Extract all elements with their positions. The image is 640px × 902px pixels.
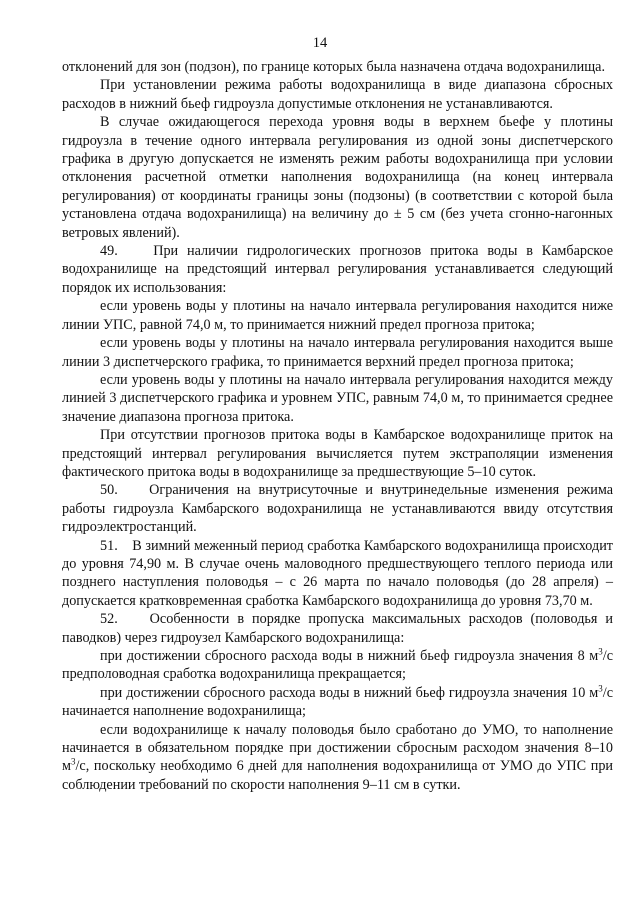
- document-body: [62, 58, 613, 794]
- paragraph-item-52: 52. Особенности в порядке пропуска максимальных расходов (половодья и паводков) через гидроузел Камбарского водохранилища:: [62, 611, 613, 646]
- rule-text-before: при достижении сбросного расхода воды в нижний бьеф гидроузла значения 8 м: [100, 648, 599, 664]
- rule-text-after: /с начинается наполнение водохранилища;: [62, 684, 613, 720]
- paragraph-range-regime: При установлении режима работы водохранилища в виде диапазона сбросных расходов в нижний бьеф гидроузла допустимые отклонения не устанавливаются.: [62, 77, 613, 112]
- paragraph-zone-transition: В случае ожидающегося перехода уровня воды в верхнем бьефе у плотины гидроузла в течение одного интервала регулирования из одной зоны диспетчерского графика в другую допускается не изменять режим работы водохранилища при условии отклонения расчетной отметки наполнения водохранилища (на конец интервала регулирования) от координаты границы зоны (подзоны) (в соответствии с которой была установлена отдача водохранилища) на величину до ± 5 см (без учета сгонно-нагонных ветровых явлений).: [62, 114, 613, 241]
- paragraph-continuation: отклонений для зон (подзон), по границе которых была назначена отдача водохранилища.: [62, 59, 606, 75]
- paragraph-rule-8-m3s: [62, 647, 613, 684]
- paragraph-item-49: 49. При наличии гидрологических прогнозов притока воды в Камбарское водохранилище на предстоящий интервал регулирования устанавливается следующий порядок их использования:: [62, 243, 613, 296]
- paragraph-item-51: 51. В зимний меженный период сработка Камбарского водохранилища происходит до уровня 74,90 м. В случае очень маловодного предшествующего теплого периода или позднего наступления половодья – с 26 марта по начало половодья (до 28 апреля) – допускается кратковременная сработка Камбарского водохранилища до уровня 73,70 м.: [62, 537, 613, 609]
- rule-text-after: /с, поскольку необходимо 6 дней для наполнения водохранилища от УМО до УПС при соблюдении требований по скорости наполнения 9–11 см в сутки.: [62, 758, 613, 793]
- paragraph-rule-umo: [62, 721, 613, 795]
- superscript-cubic: 3: [598, 683, 603, 694]
- paragraph-above-line-3: если уровень воды у плотины на начало интервала регулирования находится выше линии 3 диспетчерского графика, то принимается верхний предел прогноза притока;: [62, 335, 613, 370]
- page-number: 14: [312, 35, 328, 51]
- paragraph-item-50: 50. Ограничения на внутрисуточные и внутринедельные изменения режима работы гидроузла Камбарского водохранилища не устанавливаются ввиду отсутствия гидроэлектростанций.: [62, 482, 613, 536]
- paragraph-rule-10-m3s: [62, 684, 613, 721]
- paragraph-between-lines: если уровень воды у плотины на начало интервала регулирования находится между линией 3 диспетчерского графика и уровнем УПС, равным 74,0 м, то принимается среднее значение диапазона прогноза притока.: [62, 371, 613, 425]
- rule-text-before: при достижении сбросного расхода воды в нижний бьеф гидроузла значения 10 м: [100, 684, 599, 701]
- superscript-cubic: 3: [70, 756, 76, 767]
- paragraph-below-ups: если уровень воды у плотины на начало интервала регулирования находится ниже линии УПС, равной 74,0 м, то принимается нижний предел прогноза притока;: [62, 298, 613, 333]
- rule-text-after: /с предполоводная сработка водохранилища прекращается;: [62, 648, 613, 683]
- superscript-cubic: 3: [598, 646, 603, 657]
- paragraph-no-forecast: При отсутствии прогнозов притока воды в Камбарское водохранилище приток на предстоящий интервал регулирования вычисляется путем экстраполяции изменения фактического притока воды в водохранилище за предшествующие 5–10 суток.: [62, 427, 613, 480]
- rule-text-before: если водохранилище к началу половодья было сработано до УМО, то наполнение начинается в обязательном порядке при достижении сбросным расходом значения 8–10 м: [62, 721, 613, 775]
